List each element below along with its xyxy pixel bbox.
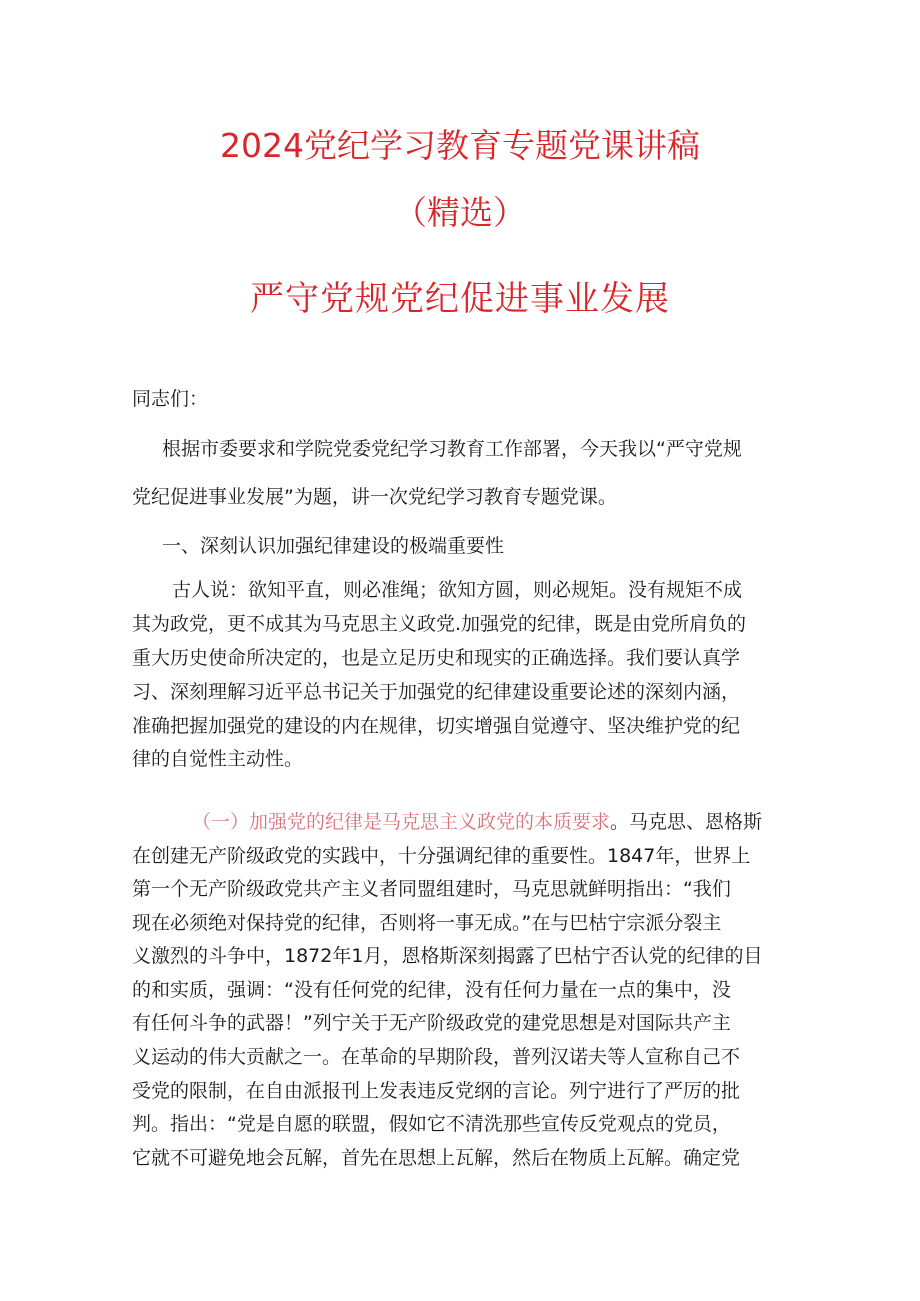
body-line: 重大历史使命所决定的，也是立足历史和现实的正确选择。我们要认真学 bbox=[132, 647, 741, 669]
document-subtitle: 严守党规党纪促进事业发展 bbox=[250, 279, 670, 319]
document-title-note: （精选） bbox=[394, 193, 526, 232]
body-line: 义激烈的斗争中，1872年1月，恩格斯深刻揭露了巴枯宁否认党的纪律的目 bbox=[132, 945, 763, 967]
body-line: 判。指出：“党是自愿的联盟，假如它不清洗那些宣传反党观点的党员， bbox=[132, 1113, 731, 1135]
body-line: 现在必须绝对保持党的纪律，否则将一事无成。”在与巴枯宁宗派分裂主 bbox=[132, 912, 722, 934]
subsection-first-line bbox=[192, 809, 792, 835]
section-heading: 一、深刻认识加强纪律建设的极端重要性 bbox=[162, 535, 505, 557]
intro-line: 党纪促进事业发展”为题，讲一次党纪学习教育专题党课。 bbox=[132, 486, 617, 508]
body-line: 准确把握加强党的建设的内在规律，切实增强自觉遵守、坚决维护党的纪 bbox=[132, 715, 741, 737]
body-line: 在创建无产阶级政党的实践中，十分强调纪律的重要性。1847年，世界上 bbox=[132, 845, 751, 867]
body-line: 有任何斗争的武器！”列宁关于无产阶级政党的建党思想是对国际共产主 bbox=[132, 1012, 731, 1034]
document-title: 2024党纪学习教育专题党课讲稿 bbox=[220, 126, 700, 165]
intro-line: 根据市委要求和学院党委党纪学习教育工作部署，今天我以“严守党规 bbox=[162, 438, 742, 460]
subsection-heading: （一）加强党的纪律是马克思主义政党的本质要求 bbox=[192, 811, 611, 833]
body-line: 第一个无产阶级政党共产主义者同盟组建时，马克思就鲜明指出：“我们 bbox=[132, 878, 731, 900]
body-line: 习、深刻理解习近平总书记关于加强党的纪律建设重要论述的深刻内涵， bbox=[132, 681, 741, 703]
body-line: 受党的限制，在自由派报刊上发表违反党纲的言论。列宁进行了严厉的批 bbox=[132, 1080, 741, 1102]
body-line: 的和实质，强调：“没有任何党的纪律，没有任何力量在一点的集中，没 bbox=[132, 979, 731, 1001]
body-line: 律的自觉性主动性。 bbox=[132, 748, 304, 770]
body-line: 它就不可避免地会瓦解，首先在思想上瓦解，然后在物质上瓦解。确定党 bbox=[132, 1147, 741, 1169]
subsection-first-line-tail: 。马克思、恩格斯 bbox=[610, 811, 763, 833]
salutation: 同志们： bbox=[132, 388, 209, 410]
body-line: 义运动的伟大贡献之一。在革命的早期阶段，普列汉诺夫等人宣称自己不 bbox=[132, 1046, 741, 1068]
body-line: 其为政党，更不成其为马克思主义政党.加强党的纪律，既是由党所肩负的 bbox=[132, 613, 747, 635]
body-line: 古人说：欲知平直，则必准绳；欲知方圆，则必规矩。没有规矩不成 bbox=[172, 579, 743, 601]
